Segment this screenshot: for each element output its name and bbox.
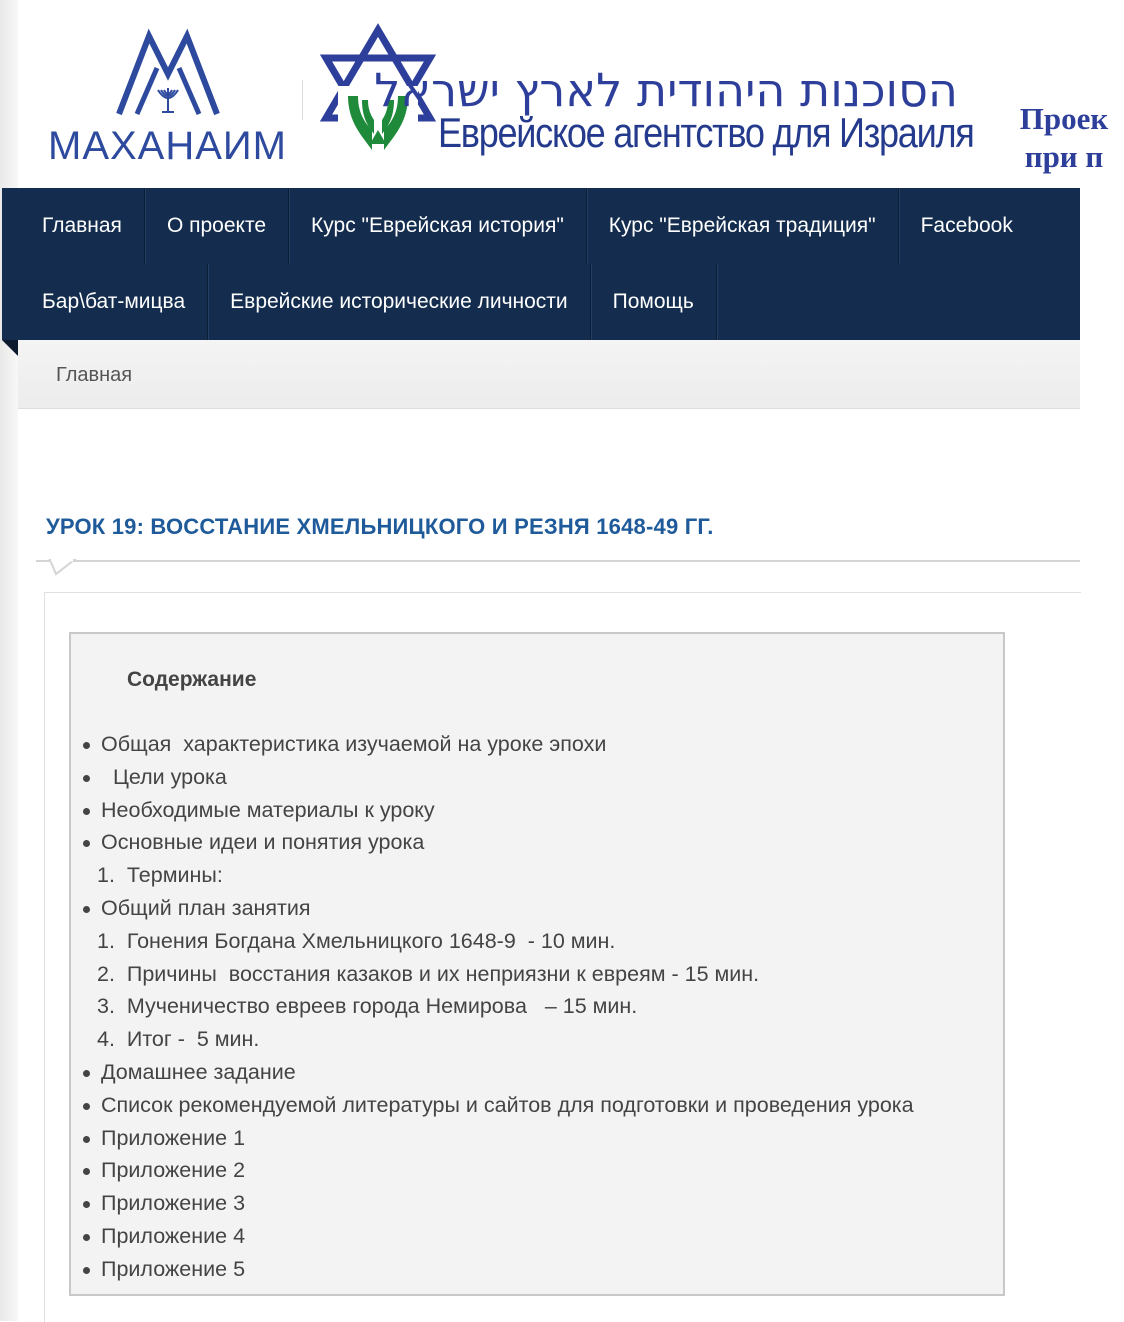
mahanaim-logo[interactable]: [48, 28, 288, 168]
bullet-icon: [83, 1201, 90, 1208]
toc-item-label[interactable]: Приложение 5: [101, 1257, 246, 1281]
main-navigation: [2, 188, 1080, 340]
bullet-icon: [83, 1103, 90, 1110]
header-divider: [302, 80, 303, 120]
bullet-icon: [83, 1168, 90, 1175]
agency-hebrew-name: הסוכנות היהודית לארץ ישראל: [374, 63, 958, 117]
toc-subitem[interactable]: 2. Причины восстания казаков и их неприязни к евреям - 15 мин.: [97, 962, 760, 986]
nav-item-about[interactable]: О проекте: [145, 188, 289, 264]
toc-item-label[interactable]: Приложение 4: [101, 1224, 246, 1248]
toc-item-label[interactable]: Общий план занятия: [101, 896, 311, 920]
bullet-icon: [83, 1267, 90, 1274]
mahanaim-mark-icon: [113, 28, 223, 120]
nav-item-tradition-course[interactable]: Курс "Еврейская традиция": [587, 188, 899, 264]
jewish-agency-logo[interactable]: [318, 26, 978, 166]
toc-item-label[interactable]: Основные идеи и понятия урока: [101, 830, 425, 854]
toc-item-label[interactable]: Необходимые материалы к уроку: [101, 798, 435, 822]
mahanaim-wordmark: МАХАНАИМ: [48, 124, 287, 168]
toc-title: Содержание: [127, 668, 257, 691]
bullet-icon: [83, 808, 90, 815]
nav-item-help[interactable]: Помощь: [591, 264, 717, 340]
tagline-line-2: при п: [1024, 139, 1104, 174]
bullet-icon: [83, 906, 90, 913]
toc-item-label[interactable]: Список рекомендуемой литературы и сайтов для подготовки и проведения урока: [101, 1093, 914, 1117]
bullet-icon: [83, 742, 90, 749]
toc-subitem[interactable]: 4. Итог - 5 мин.: [97, 1027, 260, 1051]
bullet-icon: [83, 775, 90, 782]
site-header: [18, 0, 1109, 188]
toc-item-label[interactable]: Приложение 2: [101, 1158, 246, 1182]
bullet-icon: [83, 1234, 90, 1241]
toc-item-label[interactable]: Приложение 3: [101, 1191, 246, 1215]
nav-item-facebook[interactable]: Facebook: [920, 214, 1013, 237]
nav-item-history-course[interactable]: Курс "Еврейская история": [289, 188, 587, 264]
toc-subitem[interactable]: 1. Гонения Богдана Хмельницкого 1648-9 - 10 мин.: [97, 929, 616, 953]
toc-item-label[interactable]: Домашнее задание: [101, 1060, 296, 1084]
toc-item-label[interactable]: Цели урока: [101, 765, 227, 789]
table-of-contents: [69, 632, 1005, 1296]
project-tagline: [1004, 100, 1124, 176]
nav-row-1: [2, 188, 1035, 264]
bullet-icon: [83, 1070, 90, 1077]
toc-subitem[interactable]: 3. Мученичество евреев города Немирова – 15 мин.: [97, 994, 638, 1018]
breadcrumb-home-link[interactable]: Главная: [56, 364, 133, 386]
agency-russian-name: Еврейское агентство для Израиля: [438, 109, 974, 156]
nav-row-2: [2, 264, 717, 340]
toc-item-label[interactable]: Приложение 1: [101, 1126, 246, 1150]
toc-subitem[interactable]: 1. Термины:: [97, 863, 223, 887]
bullet-icon: [83, 1136, 90, 1143]
nav-item-home[interactable]: Главная: [2, 188, 145, 264]
toc-item-label[interactable]: Общая характеристика изучаемой на уроке эпохи: [101, 732, 607, 756]
title-notch-decoration: [50, 560, 74, 576]
nav-item-bar-bat-mitzvah[interactable]: Бар\бат-мицва: [2, 264, 208, 340]
title-divider: [36, 560, 1080, 562]
bullet-icon: [83, 840, 90, 847]
breadcrumb: [18, 340, 1080, 409]
nav-item-historical-figures[interactable]: Еврейские исторические личности: [208, 264, 591, 340]
tagline-line-1: Проек: [1019, 101, 1109, 136]
page-title: УРОК 19: ВОССТАНИЕ ХМЕЛЬНИЦКОГО И РЕЗНЯ 1648-49 ГГ.: [46, 514, 714, 539]
